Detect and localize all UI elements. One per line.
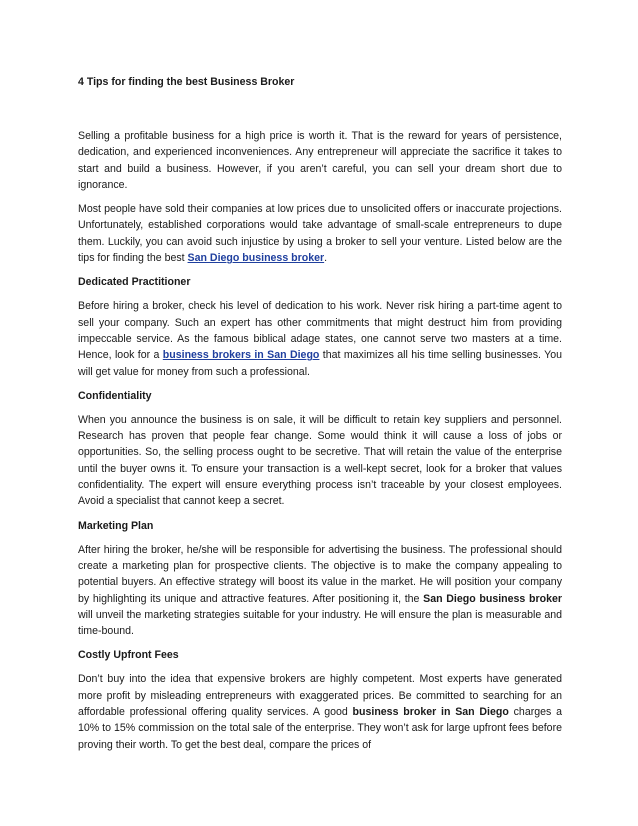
- intro-paragraph-2: [78, 201, 562, 266]
- document-title: 4 Tips for finding the best Business Broker: [78, 76, 295, 88]
- intro-paragraph-2-end: .: [324, 252, 328, 265]
- marketing-plan-text: After hiring the broker, he/she will be responsible for advertising the business. The professional should create a marketing plan for prospective clients. The objective is to make the company appealing to potential buyers. An effective strategy will boost its value in the market. He will position your company by highlighting its unique and attractive features. After positioning it, the: [78, 543, 562, 605]
- costly-upfront-fees-paragraph: [78, 671, 562, 752]
- marketing-plan-bold-keyword: San Diego business broker: [423, 592, 562, 605]
- heading-costly-upfront-fees: Costly Upfront Fees: [78, 649, 179, 662]
- dedicated-practitioner-text-end: that maximizes all his time selling businesses. You will get value for money from such a professional.: [78, 349, 562, 378]
- heading-confidentiality: Confidentiality: [78, 389, 152, 402]
- intro-paragraph-1: [78, 128, 562, 193]
- intro-paragraph-1-text: Selling a profitable business for a high price is worth it. That is the reward for years of persistence, dedication, and experienced inconveniences. Any entrepreneur will appreciate the sacrifice it takes to start and build a business. However, if you aren’t careful, you can sell your dream short due to ignorance.: [78, 130, 562, 191]
- heading-dedicated-practitioner: Dedicated Practitioner: [78, 276, 191, 289]
- document-page: [78, 74, 562, 761]
- marketing-plan-text-end: will unveil the marketing strategies suitable for your industry. He will ensure the plan is measurable and time-bound.: [78, 608, 562, 638]
- costly-upfront-fees-text: Don’t buy into the idea that expensive brokers are highly competent. Most experts have generated more profit by misleading entrepreneurs with exaggerated prices. Be committed to searching for an affordable professional offering quality services. A good: [78, 673, 562, 719]
- business-brokers-in-san-diego-link[interactable]: business brokers in San Diego: [162, 349, 320, 362]
- intro-paragraph-2-text: Most people have sold their companies at low prices due to unsolicited offers or inaccurate projections. Unfortunately, established corporations would take advantage of small-scale entrepreneurs to dupe them. Luckily, you can avoid such injustice by using a broker to sell your venture. Listed below are the tips for finding the best: [78, 203, 562, 265]
- heading-marketing-plan: Marketing Plan: [78, 519, 154, 532]
- confidentiality-paragraph: [78, 412, 562, 510]
- san-diego-business-broker-link[interactable]: San Diego business broker: [187, 252, 325, 265]
- marketing-plan-paragraph: [78, 542, 562, 640]
- costly-upfront-fees-text-end: charges a 10% to 15% commission on the total sale of the enterprise. They won’t ask for large upfront fees before proving their worth. To get the best deal, compare the prices of: [78, 706, 562, 751]
- dedicated-practitioner-paragraph: [78, 298, 562, 379]
- costly-upfront-fees-bold-keyword: business broker in San Diego: [352, 706, 509, 719]
- confidentiality-text: When you announce the business is on sale, it will be difficult to retain key suppliers and personnel. Research has proven that people fear change. Some would think it will cause a loss of jobs or opportunities. So, the selling process ought to be secretive. That will retain the value of the enterprise until the buyer owns it. To ensure your transaction is a well-kept secret, look for a broker that values confidentiality. The expert will ensure everything process isn’t traceable by your closest employees. Avoid a specialist that cannot keep a secret.: [78, 413, 562, 508]
- dedicated-practitioner-text: Before hiring a broker, check his level of dedication to his work. Never risk hiring a part-time agent to sell your company. Such an expert has other commitments that might destruct him from providing impeccable service. As the famous biblical adage states, one cannot serve two masters at a time. Hence, look for a: [78, 300, 562, 362]
